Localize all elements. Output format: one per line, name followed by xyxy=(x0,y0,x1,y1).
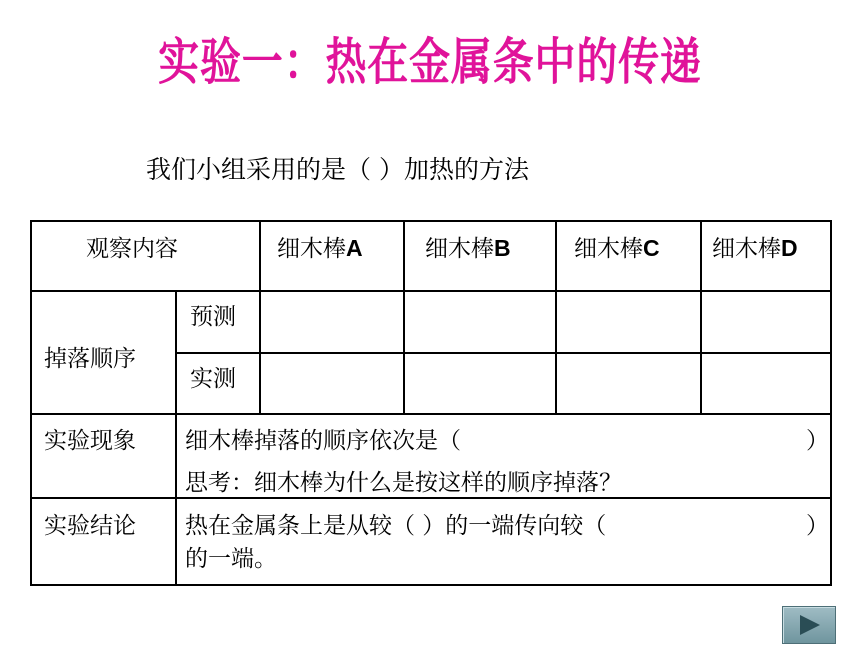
conclusion-label: 实验结论 xyxy=(44,513,136,539)
slide-title: 实验一：热在金属条中的传递 xyxy=(158,33,702,91)
observation-table xyxy=(30,220,832,586)
phenomenon-line-1-close: ） xyxy=(806,428,829,454)
play-triangle-icon xyxy=(798,614,822,636)
header-stick-a: 细木棒A xyxy=(277,235,363,262)
predict-label: 预测 xyxy=(190,304,236,330)
header-stick-d: 细木棒D xyxy=(712,235,798,262)
conclusion-line-1: 热在金属条上是从较（ ）的一端传向较（ xyxy=(185,513,607,539)
header-observe: 观察内容 xyxy=(86,236,178,262)
phenomenon-label: 实验现象 xyxy=(44,428,136,454)
drop-order-label: 掉落顺序 xyxy=(44,346,136,372)
heating-method-sentence: 我们小组采用的是（ ）加热的方法 xyxy=(146,155,529,184)
next-slide-button[interactable] xyxy=(782,606,836,644)
conclusion-line-1-close: ） xyxy=(806,513,829,539)
conclusion-line-2: 的一端。 xyxy=(185,546,277,572)
measure-label: 实测 xyxy=(190,366,236,392)
phenomenon-line-1: 细木棒掉落的顺序依次是（ xyxy=(185,428,461,454)
header-stick-c: 细木棒C xyxy=(574,235,660,262)
header-stick-b: 细木棒B xyxy=(425,235,511,262)
phenomenon-line-2: 思考：细木棒为什么是按这样的顺序掉落？ xyxy=(185,470,622,496)
